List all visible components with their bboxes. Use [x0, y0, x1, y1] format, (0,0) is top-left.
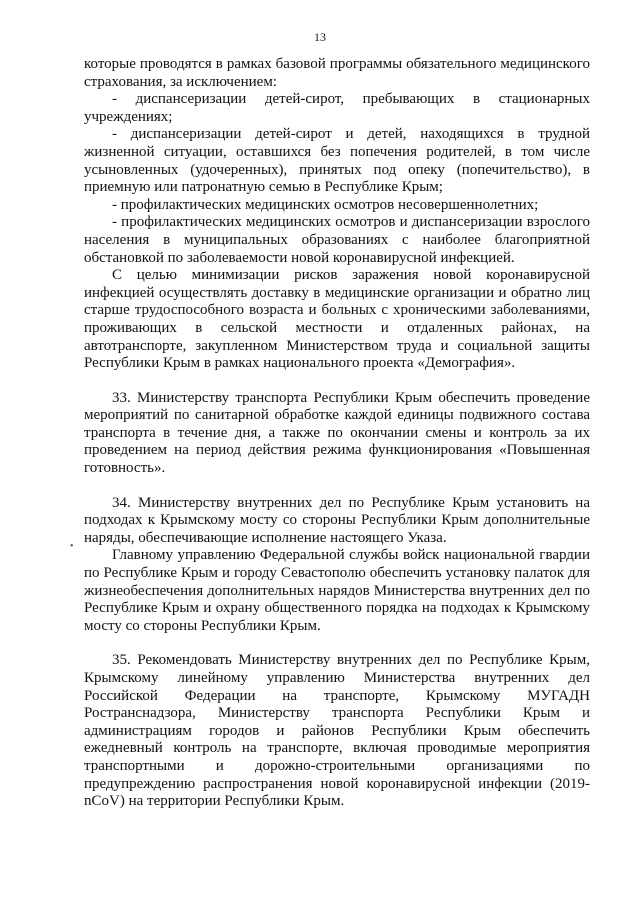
- document-body: [84, 56, 590, 811]
- page-number: 13: [314, 30, 326, 44]
- margin-mark: •: [70, 541, 74, 552]
- list-item-orphans-hardship: - диспансеризации детей-сирот и детей, находящихся в трудной жизненной ситуации, оставшихся без попечения родителей, в том числе усыновленных (удочеренных), принятых под опеку (попечительство), в приемную или патронатную семью в Республике Крым;: [84, 126, 590, 196]
- clause-34-guard: Главному управлению Федеральной службы войск национальной гвардии по Республике Крым и городу Севастополю обеспечить установку палаток для жизнеобеспечения дополнительных нарядов Министерства внутренних дел по Республике Крым и охрану общественного порядка на подходах к Крымскому мосту со стороны Республики Крым.: [84, 547, 590, 634]
- clause-34: 34. Министерству внутренних дел по Республике Крым установить на подходах к Крымскому мосту со стороны Республики Крым дополнительные наряды, обеспечивающие исполнение настоящего Указа.: [84, 494, 590, 546]
- paragraph-continuation: которые проводятся в рамках базовой программы обязательного медицинского страхования, за исключением:: [84, 56, 590, 90]
- list-item-orphans-inpatient: - диспансеризации детей-сирот, пребывающих в стационарных учреждениях;: [84, 91, 590, 125]
- list-item-minors-checkups: - профилактических медицинских осмотров несовершеннолетних;: [112, 196, 539, 213]
- paragraph-transport-delivery: С целью минимизации рисков заражения новой коронавирусной инфекцией осуществлять доставку в медицинские организации и обратно лиц старше трудоспособного возраста и больных с хроническими заболеваниями, проживающих в сельской местности и отдаленных районах, на автотранспорте, закупленном Министерством труда и социальной защиты Республики Крым в рамках национального проекта «Демография».: [84, 267, 590, 372]
- list-item-adult-checkups: - профилактических медицинских осмотров и диспансеризации взрослого населения в муниципальных образованиях с наиболее благоприятной обстановкой по заболеваемости новой коронавирусной инфекцией.: [84, 214, 590, 266]
- clause-33: 33. Министерству транспорта Республики Крым обеспечить проведение мероприятий по санитарной обработке каждой единицы подвижного состава транспорта в течение дня, а также по окончании смены и контроль за их проведением на период действия режима функционирования «Повышенная готовность».: [84, 389, 590, 477]
- clause-35: 35. Рекомендовать Министерству внутренних дел по Республике Крым, Крымскому линейному управлению Министерства внутренних дел Российской Федерации на транспорте, Крымскому МУГАДН Ространснадзора, Министерству транспорта Республики Крым и администрациям городов и районов Республики Крым обеспечить ежедневный контроль на транспорте, включая проводимые мероприятия транспортными и дорожно-строительными организациями по предупреждению распространения новой коронавирусной инфекции (2019-nCoV) на территории Республики Крым.: [84, 652, 590, 810]
